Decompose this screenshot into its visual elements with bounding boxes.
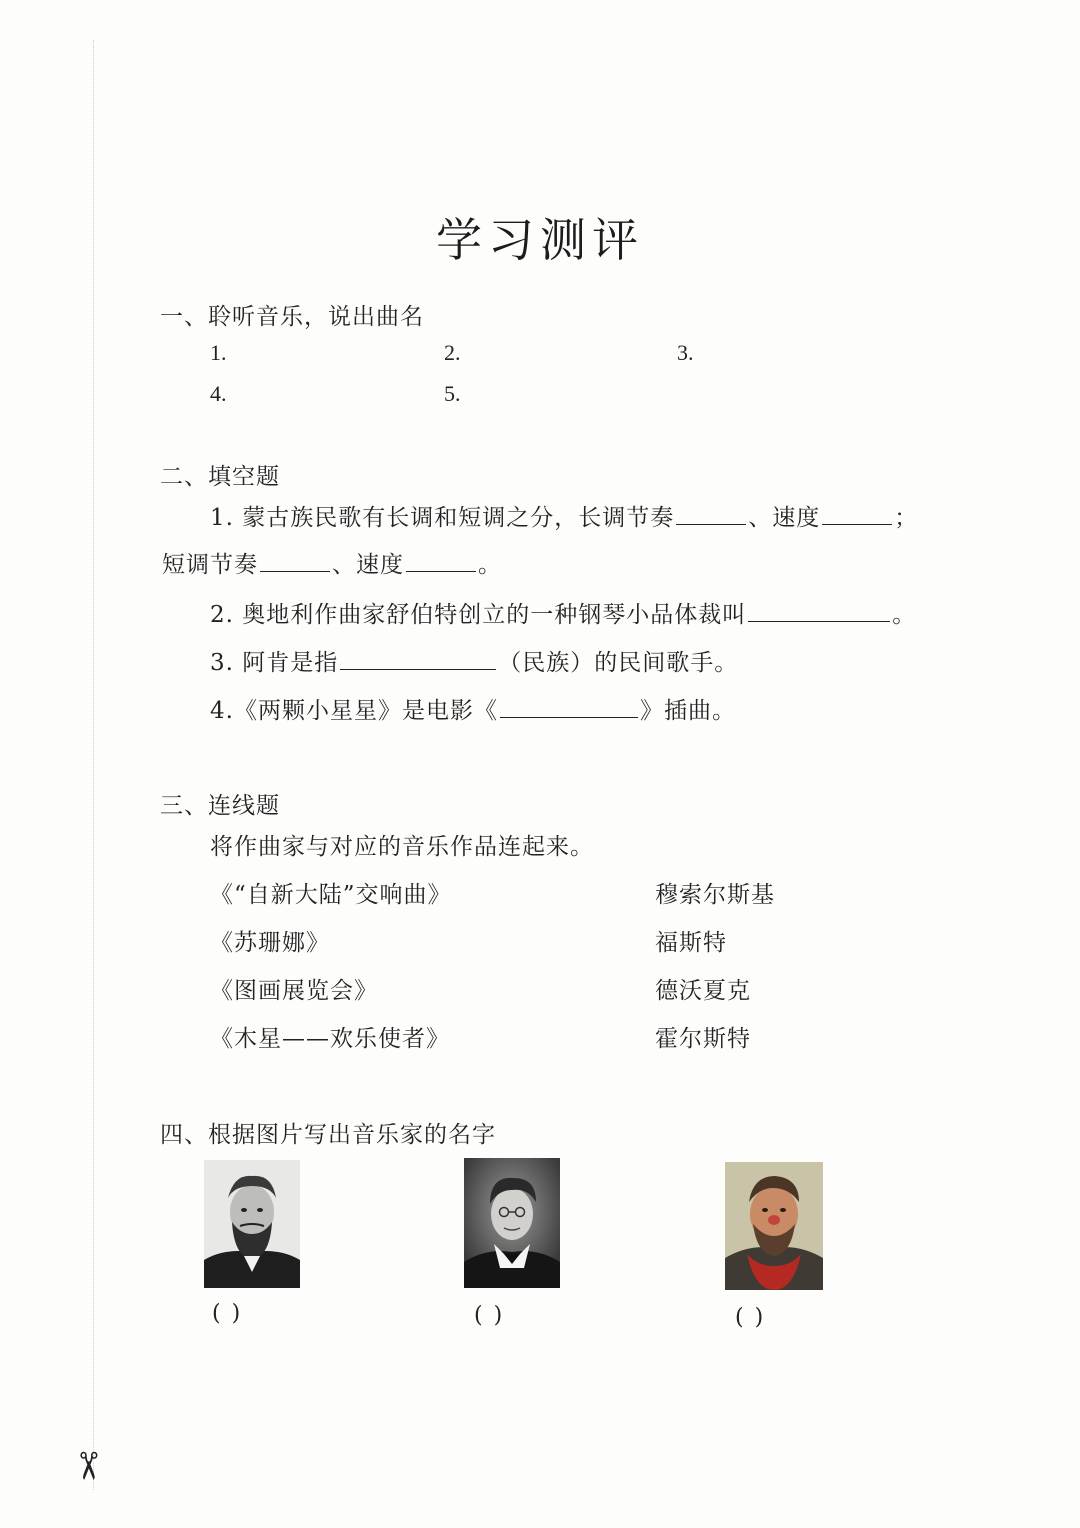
answer-paren-1[interactable]: ( )	[212, 1301, 243, 1326]
listen-item-1: 1.	[210, 340, 227, 365]
q3-text-b: （民族）的民间歌手。	[498, 650, 739, 676]
listen-item-3: 3.	[677, 340, 694, 365]
matching-instruction: 将作曲家与对应的音乐作品连起来。	[210, 834, 594, 860]
section4-heading: 四、根据图片写出音乐家的名字	[160, 1122, 496, 1148]
work-item-4[interactable]: 《木星——欢乐使者》	[210, 1026, 450, 1052]
fill-question-1-cont	[162, 546, 502, 579]
composer-item-1[interactable]: 穆索尔斯基	[655, 882, 775, 908]
q1-text-a: 1. 蒙古族民歌有长调和短调之分，长调节奏	[210, 505, 675, 531]
answer-paren-2[interactable]: ( )	[474, 1303, 505, 1328]
fill-question-2	[210, 596, 916, 629]
section2-heading: 二、填空题	[160, 464, 280, 490]
q1-text-f: 。	[478, 552, 502, 578]
q2-text-b: 。	[892, 602, 917, 628]
q3-blank[interactable]	[340, 647, 496, 670]
fill-question-4	[210, 692, 736, 725]
q2-blank[interactable]	[748, 599, 890, 622]
q1-text-e: 、速度	[332, 552, 404, 578]
listen-item-5: 5.	[444, 381, 461, 406]
section1-heading: 一、聆听音乐，说出曲名	[160, 304, 424, 330]
q1-blank-2[interactable]	[822, 502, 892, 525]
q1-text-c: ；	[894, 505, 919, 531]
composer-item-2[interactable]: 福斯特	[655, 930, 727, 956]
composer-item-3[interactable]: 德沃夏克	[655, 978, 751, 1004]
portrait-3	[725, 1162, 823, 1290]
composer-item-4[interactable]: 霍尔斯特	[655, 1026, 751, 1052]
q4-text-a: 4.《两颗小星星》是电影《	[210, 698, 498, 724]
q1-blank-3[interactable]	[260, 549, 330, 572]
q4-blank[interactable]	[500, 695, 638, 718]
q4-text-b: 》插曲。	[639, 698, 736, 724]
page-title: 学习测评	[436, 213, 644, 267]
scissors-icon: ✂	[65, 1450, 110, 1482]
work-item-1[interactable]: 《“自新大陆”交响曲》	[210, 882, 452, 908]
work-item-3[interactable]: 《图画展览会》	[210, 978, 378, 1004]
q2-text-a: 2. 奥地利作曲家舒伯特创立的一种钢琴小品体裁叫	[210, 602, 747, 628]
listen-item-2: 2.	[444, 340, 461, 365]
fill-question-3	[210, 644, 738, 677]
q1-text-d: 短调节奏	[162, 552, 258, 578]
q1-blank-4[interactable]	[406, 549, 476, 572]
q1-text-b: 、速度	[748, 505, 821, 531]
listen-item-4: 4.	[210, 381, 227, 406]
portrait-1	[204, 1160, 300, 1288]
fill-question-1	[210, 499, 918, 532]
portrait-2	[464, 1158, 560, 1288]
q3-text-a: 3. 阿肯是指	[210, 650, 339, 676]
section3-heading: 三、连线题	[160, 793, 280, 819]
work-item-2[interactable]: 《苏珊娜》	[210, 930, 330, 956]
answer-paren-3[interactable]: ( )	[735, 1305, 766, 1330]
q1-blank-1[interactable]	[676, 502, 746, 525]
